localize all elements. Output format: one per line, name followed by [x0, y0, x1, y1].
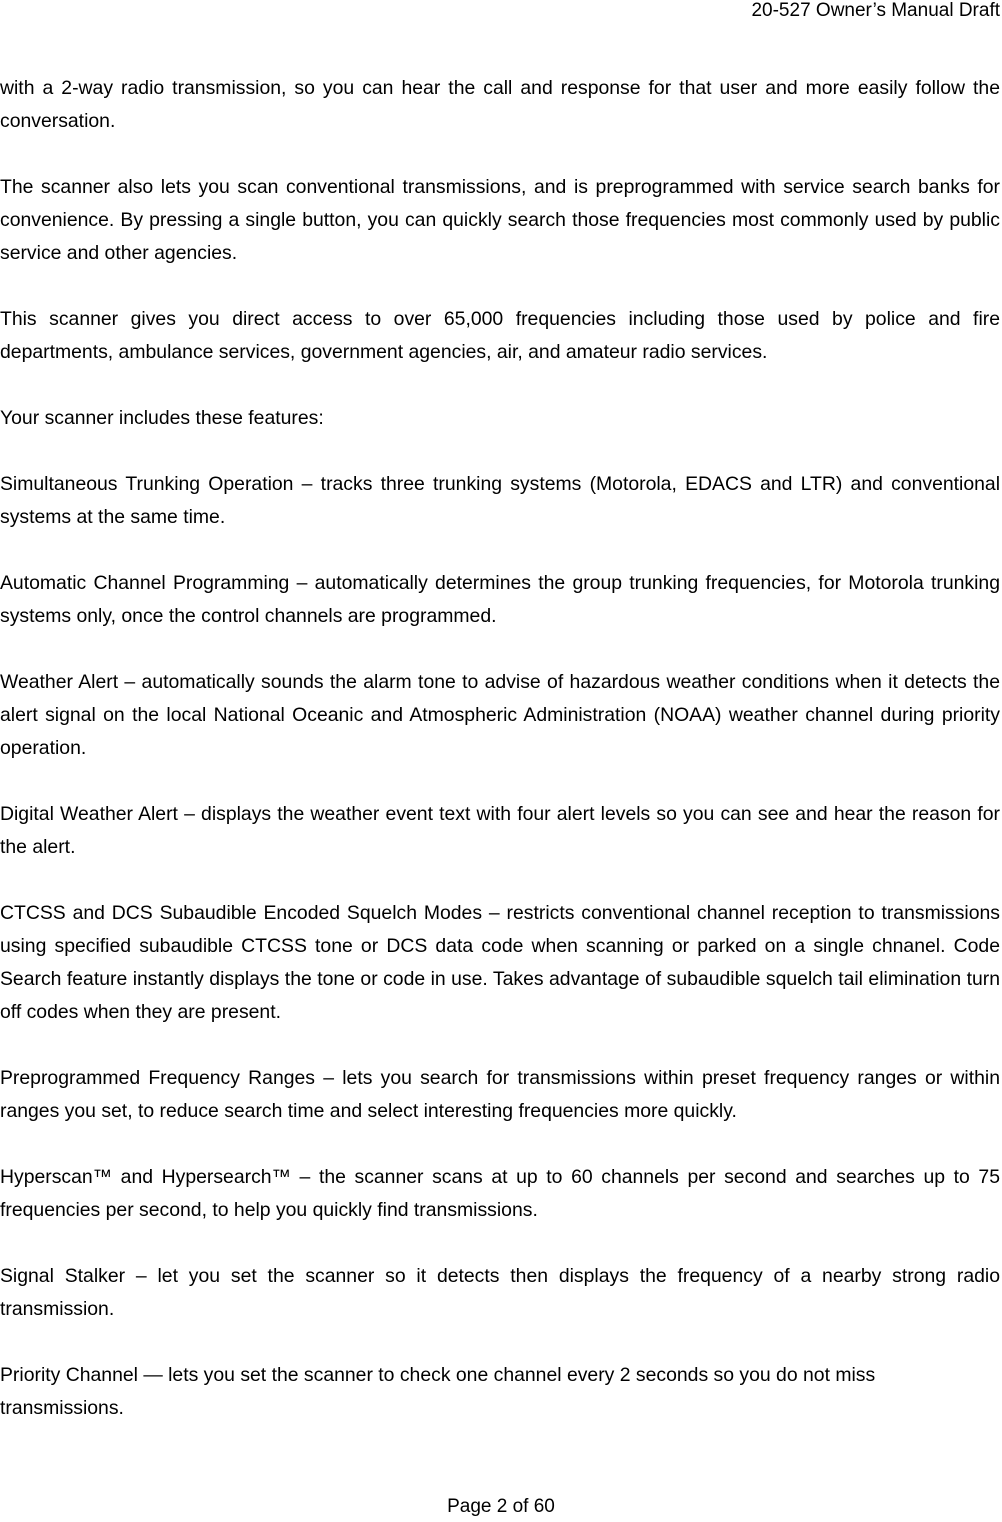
feature-simultaneous-trunking: Simultaneous Trunking Operation – tracks three trunking systems (Motorola, EDACS and LTR) and conventional systems at the same time. — [0, 473, 1000, 528]
paragraph-features-intro: Your scanner includes these features: — [0, 407, 324, 429]
feature-digital-weather-alert: Digital Weather Alert – displays the weather event text with four alert levels so you can see and hear the reason for the alert. — [0, 803, 1000, 858]
feature-hyperscan-hypersearch: Hyperscan™ and Hypersearch™ – the scanner scans at up to 60 channels per second and searches up to 75 frequencies per second, to help you quickly find transmissions. — [0, 1166, 1000, 1221]
document-header-title: 20-527 Owner’s Manual Draft — [751, 0, 1000, 21]
feature-ctcss-dcs-squelch: CTCSS and DCS Subaudible Encoded Squelch Modes – restricts conventional channel reception to transmissions using specified subaudible CTCSS tone or DCS data code when scanning or parked on a single chnanel. Code Search feature instantly displays the tone or code in use. Takes advantage of subaudible squelch tail elimination turn off codes when they are present. — [0, 902, 1000, 1023]
page-number: Page 2 of 60 — [447, 1496, 555, 1517]
feature-weather-alert: Weather Alert – automatically sounds the alarm tone to advise of hazardous weather conditions when it detects the alert signal on the local National Oceanic and Atmospheric Administration (NOAA) weather channel during priority operation. — [0, 671, 1000, 759]
feature-preprogrammed-ranges: Preprogrammed Frequency Ranges – lets you search for transmissions within preset frequency ranges or within ranges you set, to reduce search time and select interesting frequencies more quickly. — [0, 1067, 1000, 1122]
feature-signal-stalker: Signal Stalker – let you set the scanner so it detects then displays the frequency of a nearby strong radio transmission. — [0, 1265, 1000, 1320]
paragraph-conventional-scanning: The scanner also lets you scan conventional transmissions, and is preprogrammed with service search banks for convenience. By pressing a single button, you can quickly search those frequencies most commonly used by public service and other agencies. — [0, 176, 1000, 264]
paragraph-frequency-access: This scanner gives you direct access to over 65,000 frequencies including those used by police and fire departments, ambulance services, government agencies, air, and amateur radio services. — [0, 308, 1000, 363]
paragraph-intro-continuation: with a 2-way radio transmission, so you can hear the call and response for that user and more easily follow the conversation. — [0, 77, 1000, 132]
feature-priority-channel: Priority Channel — lets you set the scanner to check one channel every 2 seconds so you do not miss transmissions. — [0, 1364, 876, 1419]
document-body — [0, 72, 1000, 1458]
feature-automatic-channel-programming: Automatic Channel Programming – automatically determines the group trunking frequencies, for Motorola trunking systems only, once the control channels are programmed. — [0, 572, 1000, 627]
